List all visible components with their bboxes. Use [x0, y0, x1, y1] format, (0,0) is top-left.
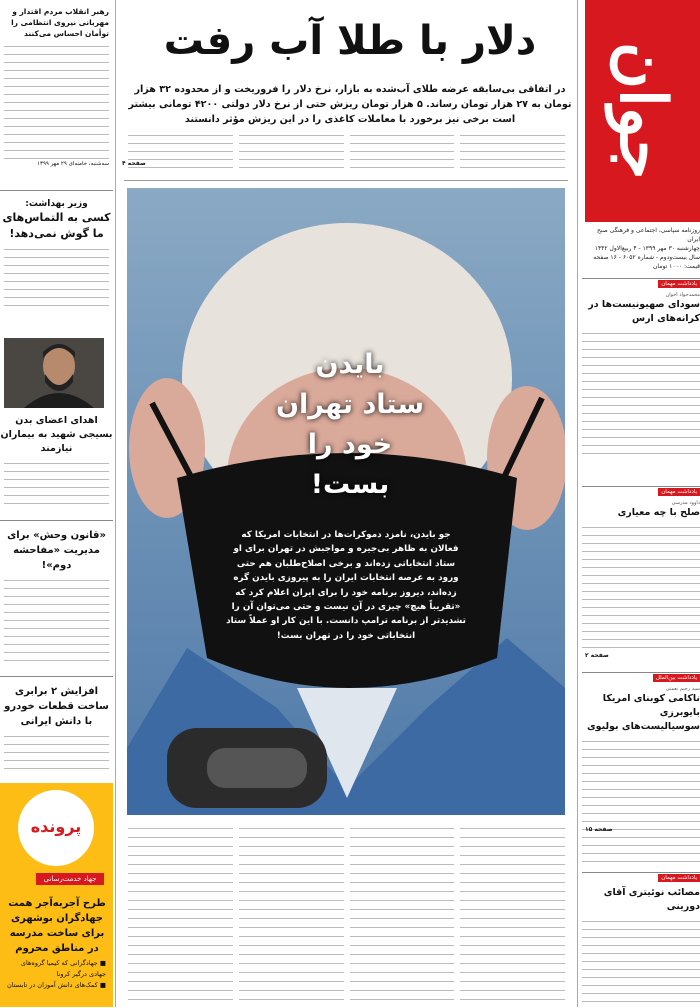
left-top-story — [0, 6, 113, 167]
minister-kicker: وزیر بهداشت: — [25, 199, 88, 209]
lead-body-columns — [128, 132, 565, 174]
photo-title-line: ستاد تهران خود را — [275, 389, 425, 460]
article-author: محمدجواد اخوان — [665, 292, 700, 298]
left-cars-story — [0, 684, 113, 773]
column-rule — [115, 0, 116, 1007]
text-column — [350, 825, 455, 1005]
article-title: ناکامی کوبنای امریکا بایوبرزی سوسیالیست‌های بولیوی — [586, 693, 700, 732]
text-column — [4, 577, 109, 665]
masthead — [585, 0, 700, 222]
text-column — [582, 918, 700, 1008]
text-column — [4, 460, 109, 510]
right-article-4 — [582, 886, 700, 1008]
section-bar — [582, 486, 700, 499]
left-top-story-title: رهبر انقلاب مردم اقتدار و مهربانی نیروی انتظامی را توأمان احساس می‌کنند — [11, 7, 109, 38]
right-article-3 — [582, 686, 700, 866]
bottom-body-columns — [128, 825, 565, 1005]
dossier-bullet-text: جهادگرانی که کیمیا گروه‌های جهادی درگیر کرونا — [20, 959, 106, 978]
left-martyr-story — [0, 414, 113, 510]
divider — [0, 520, 113, 521]
dossier-tag: جهاد خدمت‌رسانی — [36, 873, 104, 885]
section-bar — [582, 872, 700, 885]
article-title: مصائب نوئیتری آقای دورینی — [603, 887, 700, 912]
newspaper-logo: جوان — [605, 42, 680, 180]
section-label: یادداشت مهمان — [658, 874, 700, 882]
photo-overlay-title — [250, 345, 450, 505]
dossier-badge: پرونده — [30, 817, 82, 836]
page-ref: صفحه ۴ — [122, 160, 146, 167]
masthead-info-line: چهارشنبه ۳۰ مهر ۱۳۹۹ - ۴ ربیع‌الاول ۱۴۴۲ — [594, 245, 700, 252]
dossier-title: طرح آجربه‌آجر همت جهادگران بوشهری برای ساخت مدرسه در مناطق محروم — [8, 898, 106, 954]
cars-title: افزایش ۲ برابری ساخت قطعات خودرو با دانش ایرانی — [4, 686, 109, 727]
divider — [0, 676, 113, 677]
divider — [124, 180, 568, 181]
left-law-story — [0, 528, 113, 665]
lead-deck: در اتفاقی بی‌سابقه عرضه طلای آب‌شده به بازار، نرخ دلار را فروریخت و از محدوده ۳۲ هزار تومان به ۲۷ هزار تومان رساند. ۵ هزار تومان ریزش حتی از نرخ دلار دولتی ۴۲۰۰ تومانی بیشتر است برخی نیز برخورد با معاملات کاغذی را در این ریزش مؤثر دانستند — [128, 84, 572, 125]
dossier-bullets — [6, 958, 106, 991]
martyr-portrait — [4, 338, 104, 408]
section-bar — [582, 672, 700, 685]
right-article-2 — [582, 500, 700, 654]
text-column — [239, 825, 344, 1005]
martyr-title: اهدای اعضای بدن بسیجی شهید به بیماران نیازمند — [0, 415, 113, 454]
text-column — [4, 43, 109, 161]
photo-overlay-body: جو بایدن، نامزد دموکرات‌ها در انتخابات امریکا که فعالان به ظاهر بی‌جیره و مواجبش در تهران برای او ستاد انتخاباتی زده‌اند و برخی اصلاح‌طلبان هم حتی ورود به عرصه انتخابات ایران را به پیروزی بایدن گره زده‌اند، دیروز برنامه خود را برای ایران اعلام کرد که «تقریباً هیچ» چیزی در آن نیست و حتی می‌توان آن را تشدیدتر از برنامه ترامپ دانست. با این کار او عملاً ستاد انتخاباتی خود را در تهران بست! — [226, 530, 466, 641]
page-ref: صفحه ۲ — [585, 652, 609, 659]
date-line: سه‌شنبه، خامنه‌ای ۲۹ مهر ۱۳۹۹ — [37, 161, 109, 167]
section-label: یادداشت مهمان — [658, 280, 700, 288]
section-label: یادداشت مهمان — [658, 488, 700, 496]
text-column — [460, 132, 565, 174]
text-column — [4, 246, 109, 306]
column-rule — [577, 0, 578, 1007]
text-column — [582, 524, 700, 654]
masthead-info — [585, 226, 700, 271]
section-label: یادداشت بین‌الملل — [653, 674, 700, 682]
divider — [0, 190, 113, 191]
law-title: «قانون وحش» برای مدیریت «مفاحشه دوم»! — [7, 530, 106, 571]
photo-title-line: بایدن — [315, 349, 385, 380]
right-article-1 — [582, 292, 700, 460]
lead-headline: دلار با طلا آب رفت — [163, 18, 537, 64]
text-column — [350, 132, 455, 174]
dossier-bullet-text: کمک‌های دانش آموزان در تابستان — [7, 981, 98, 989]
article-title: سودای صهیونیست‌ها در کرانه‌های ارس — [588, 299, 700, 324]
text-column — [582, 738, 700, 866]
photo-title-line: بست! — [310, 469, 390, 500]
dossier-bullet: ■ جهادگرانی که کیمیا گروه‌های جهادی درگیر کرونا — [20, 959, 106, 978]
text-column — [128, 132, 233, 174]
article-title: صلح با چه معیاری — [617, 507, 700, 518]
page-ref: صفحه ۱۵ — [585, 826, 613, 833]
section-bar — [582, 278, 700, 291]
left-minister-story — [0, 198, 113, 306]
text-column — [239, 132, 344, 174]
masthead-info-line: سال بیست‌ودوم - شماره ۶۰۵۲ - ۱۶ صفحه — [593, 254, 700, 261]
masthead-info-line: روزنامه سیاسی، اجتماعی و فرهنگی صبح ایران — [597, 227, 700, 243]
text-column — [460, 825, 565, 1005]
article-author: سید رحیم نعمتی — [665, 686, 700, 692]
masthead-info-line: قیمت: ۱۰۰۰ تومان — [653, 263, 700, 270]
martyr-photo — [4, 338, 104, 408]
text-column — [582, 330, 700, 460]
dossier-bullet: ■ کمک‌های دانش آموزان در تابستان — [7, 981, 106, 989]
text-column — [128, 825, 233, 1005]
minister-title: کسی به التماس‌های ما گوش نمی‌دهد! — [2, 211, 111, 240]
article-author: داوود مدرسی — [671, 500, 700, 506]
text-column — [4, 733, 109, 773]
